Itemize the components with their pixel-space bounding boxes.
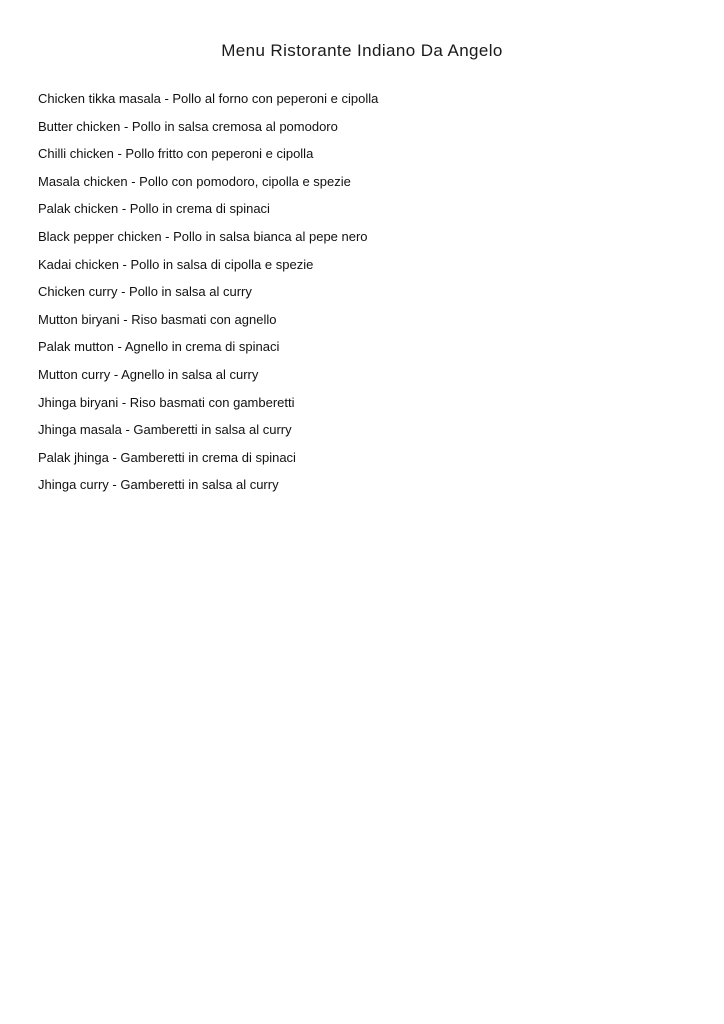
menu-item: Palak mutton - Agnello in crema di spinaci <box>38 339 280 355</box>
menu-item: Mutton curry - Agnello in salsa al curry <box>38 366 259 382</box>
menu-item: Mutton biryani - Riso basmati con agnello <box>38 311 277 327</box>
menu-item: Kadai chicken - Pollo in salsa di cipolla e spezie <box>38 256 314 272</box>
menu-list <box>38 90 698 504</box>
menu-item: Black pepper chicken - Pollo in salsa bianca al pepe nero <box>38 228 368 244</box>
menu-item: Butter chicken - Pollo in salsa cremosa al pomodoro <box>38 118 338 134</box>
menu-item: Jhinga biryani - Riso basmati con gamberetti <box>38 394 295 410</box>
menu-item: Palak jhinga - Gamberetti in crema di spinaci <box>38 449 296 465</box>
menu-item: Chilli chicken - Pollo fritto con peperoni e cipolla <box>38 146 314 162</box>
menu-item: Jhinga masala - Gamberetti in salsa al curry <box>38 422 292 438</box>
menu-item: Jhinga curry - Gamberetti in salsa al curry <box>38 477 279 493</box>
menu-item: Chicken tikka masala - Pollo al forno con peperoni e cipolla <box>38 91 379 106</box>
menu-item: Palak chicken - Pollo in crema di spinaci <box>38 201 270 217</box>
menu-item: Chicken curry - Pollo in salsa al curry <box>38 284 252 300</box>
menu-item: Masala chicken - Pollo con pomodoro, cipolla e spezie <box>38 173 351 189</box>
page-title: Menu Ristorante Indiano Da Angelo <box>221 41 503 60</box>
